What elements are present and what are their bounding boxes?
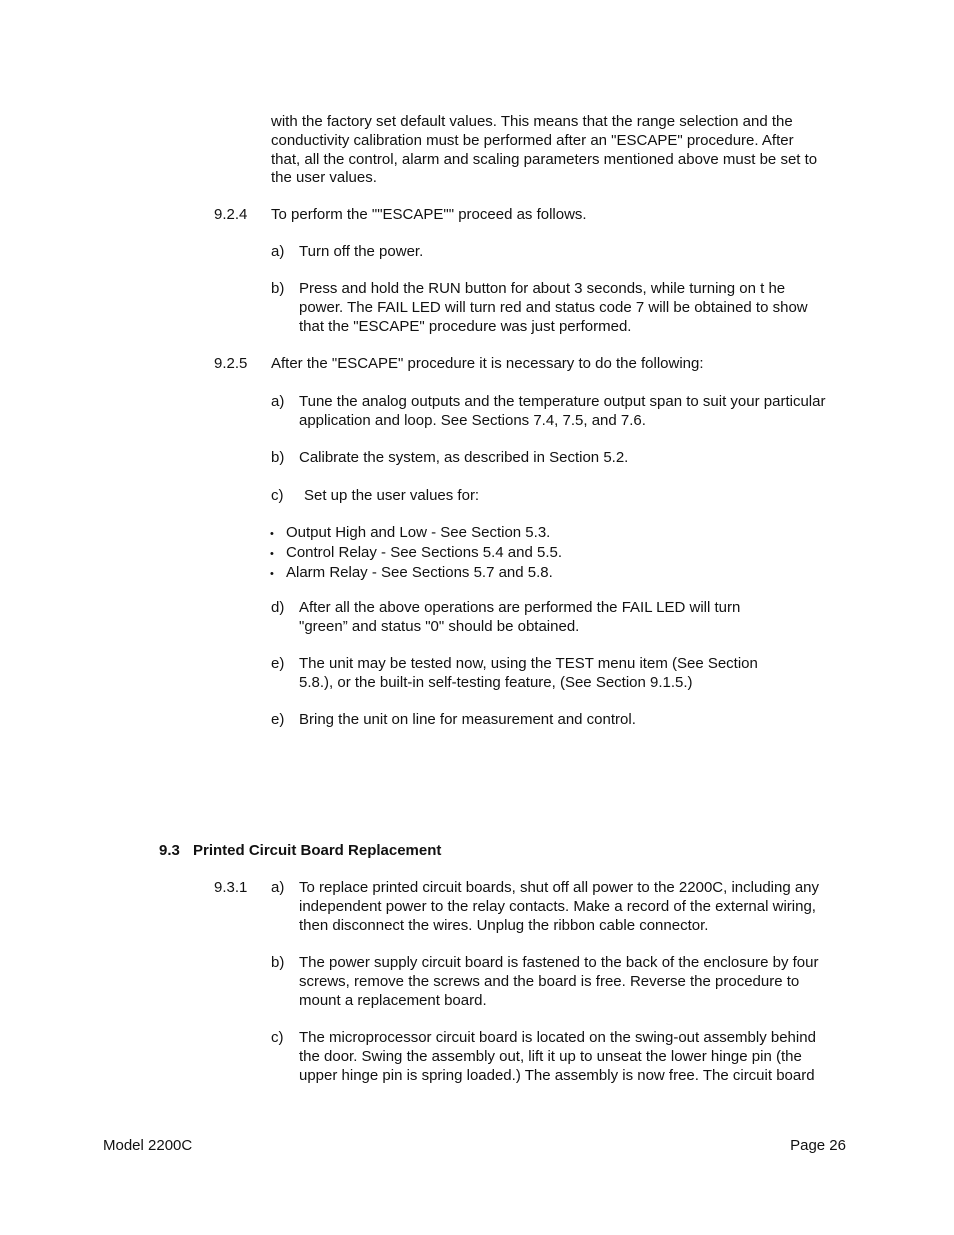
- intro-line: that, all the control, alarm and scaling parameters mentioned above must be set to: [271, 150, 818, 168]
- item-line: then disconnect the wires. Unplug the ribbon cable connector.: [299, 916, 709, 934]
- item-label: b): [271, 954, 285, 971]
- bullet-dot: •: [270, 547, 274, 560]
- item-line: Press and hold the RUN button for about 3 seconds, while turning on t he: [299, 280, 786, 297]
- item-9-3-1-b: [299, 954, 818, 1010]
- item-9-2-5-d: [299, 599, 740, 637]
- item-line: the door. Swing the assembly out, lift it up to unseat the lower hinge pin (the: [299, 1047, 802, 1065]
- item-label: e): [271, 711, 285, 728]
- item-line: The unit may be tested now, using the TEST menu item (See Section: [299, 655, 758, 672]
- intro-line: conductivity calibration must be performed after an "ESCAPE" procedure. After: [271, 131, 794, 149]
- item-line: upper hinge pin is spring loaded.) The assembly is now free. The circuit board: [299, 1066, 815, 1084]
- item-line: 5.8.), or the built-in self-testing feature, (See Section 9.1.5.): [299, 673, 693, 691]
- item-label: b): [271, 280, 285, 297]
- item-label: a): [271, 243, 285, 260]
- bullet-dot: •: [270, 567, 274, 580]
- item-9-2-5-e-2: [299, 711, 636, 730]
- item-line: Bring the unit on line for measurement and control.: [299, 711, 636, 728]
- section-heading-9-3: [159, 842, 441, 861]
- intro-line: the user values.: [271, 169, 377, 187]
- intro-paragraph: [271, 113, 817, 188]
- item-line: Set up the user values for:: [304, 487, 480, 504]
- item-label: a): [271, 879, 285, 896]
- bullet-text: Control Relay - See Sections 5.4 and 5.5.: [286, 543, 562, 561]
- footer-page-number: Page 26: [790, 1137, 846, 1154]
- item-line: independent power to the relay contacts. Make a record of the external wiring,: [299, 897, 816, 915]
- item-line: To replace printed circuit boards, shut off all power to the 2200C, including any: [299, 879, 820, 896]
- bullet-text: Output High and Low - See Section 5.3.: [286, 524, 551, 541]
- bullet-dot: •: [270, 528, 274, 540]
- item-line: application and loop. See Sections 7.4, 7.5, and 7.6.: [299, 411, 646, 429]
- section-9-2-5-text: After the "ESCAPE" procedure it is necessary to do the following:: [271, 355, 704, 372]
- item-label: c): [271, 487, 284, 504]
- item-9-3-1-a: [299, 879, 819, 935]
- item-9-2-5-a: [299, 393, 825, 431]
- section-number-9-2-5: 9.2.5: [214, 355, 248, 372]
- item-label: c): [271, 1029, 284, 1046]
- item-label: a): [271, 393, 285, 410]
- item-line: "green” and status "0" should be obtained.: [299, 617, 580, 635]
- item-9-2-5-c: [304, 487, 479, 506]
- section-9-2-4-text: To perform the ""ESCAPE"" proceed as follows.: [271, 206, 587, 223]
- bullet-text: Alarm Relay - See Sections 5.7 and 5.8.: [286, 563, 553, 581]
- item-9-2-5-b: [299, 449, 628, 468]
- item-line: Turn off the power.: [299, 243, 424, 260]
- item-line: The microprocessor circuit board is located on the swing-out assembly behind: [299, 1029, 816, 1046]
- item-line: The power supply circuit board is fastened to the back of the enclosure by four: [299, 954, 819, 971]
- footer-model: Model 2200C: [103, 1137, 193, 1154]
- item-line: Calibrate the system, as described in Section 5.2.: [299, 449, 629, 466]
- item-label: d): [271, 599, 285, 616]
- bullet-item: [270, 544, 562, 564]
- bullet-list: [270, 524, 562, 583]
- item-line: screws, remove the screws and the board is free. Reverse the procedure to: [299, 972, 800, 990]
- item-line: that the "ESCAPE" procedure was just performed.: [299, 317, 632, 335]
- section-number-9-2-4: 9.2.4: [214, 206, 248, 223]
- item-line: power. The FAIL LED will turn red and status code 7 will be obtained to show: [299, 298, 808, 316]
- intro-line: with the factory set default values. This means that the range selection and the: [271, 113, 793, 130]
- item-9-3-1-c: [299, 1029, 816, 1085]
- bullet-item: [270, 524, 562, 544]
- item-line: Tune the analog outputs and the temperature output span to suit your particular: [299, 393, 826, 410]
- bullet-item: [270, 564, 562, 584]
- item-line: After all the above operations are performed the FAIL LED will turn: [299, 599, 741, 616]
- item-line: mount a replacement board.: [299, 991, 487, 1009]
- section-number-9-3-1: 9.3.1: [214, 879, 248, 896]
- item-9-2-4-a: [299, 243, 423, 262]
- item-label: b): [271, 449, 285, 466]
- item-9-2-4-b: [299, 280, 808, 336]
- heading-number: 9.3: [159, 842, 180, 859]
- item-label: e): [271, 655, 285, 672]
- item-9-2-5-e: [299, 655, 758, 693]
- heading-title: Printed Circuit Board Replacement: [193, 842, 442, 859]
